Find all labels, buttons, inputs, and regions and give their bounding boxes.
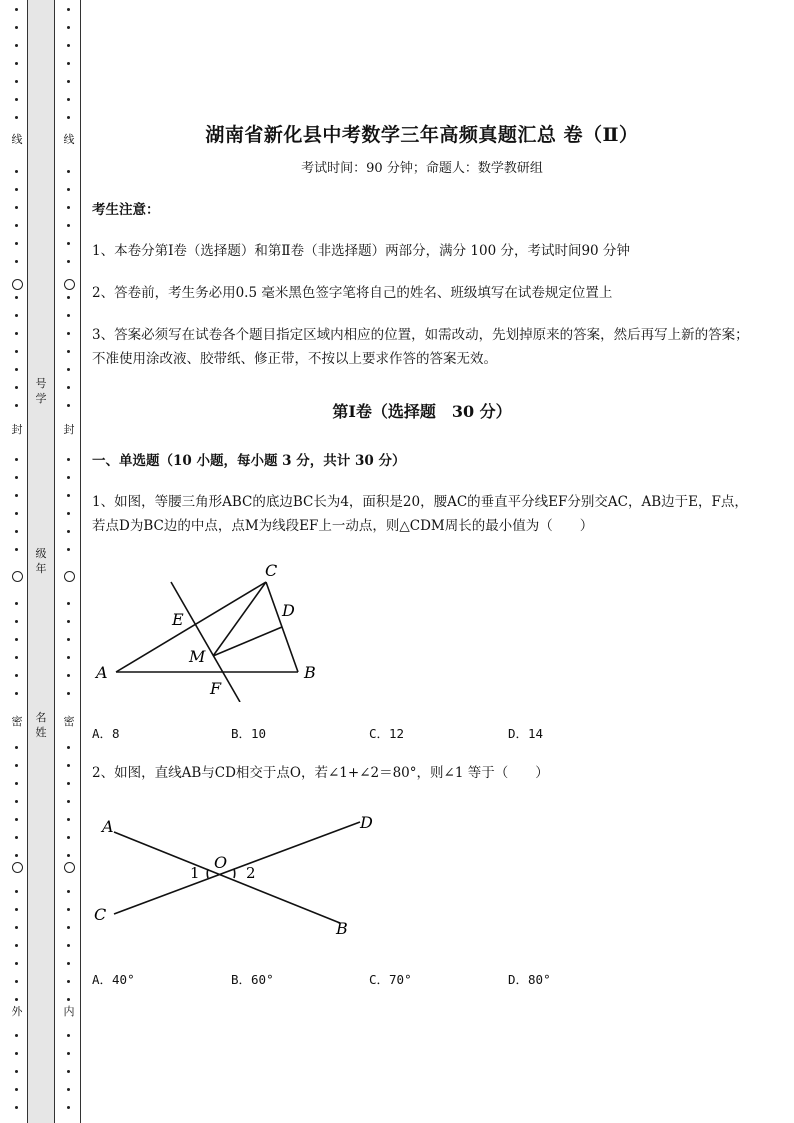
cut-line-dot [15,1052,18,1055]
cut-line-dot [15,656,18,659]
cut-line-dot [15,62,18,65]
cut-line-dot [15,764,18,767]
cut-line-dot [15,1070,18,1073]
q1-option-b[interactable]: B．10 [231,726,267,741]
exam-subtitle: 考试时间：90 分钟；命题人：数学教研组 [301,161,543,176]
cut-line-dot [67,1088,70,1091]
cut-line-dot [67,368,70,371]
cut-line-dot [67,890,70,893]
cut-line-dot [67,782,70,785]
question-2-figure [92,806,392,942]
cut-line-dot [15,800,18,803]
angle-2-label: 2 [246,864,256,882]
right-margin-label: 密 [63,715,75,728]
cut-line-dot [67,296,70,299]
angle-1-arc [207,869,208,878]
cut-line-dot [15,602,18,605]
cut-line-dot [67,674,70,677]
cut-line-dot [15,98,18,101]
angle-1-label: 1 [190,864,200,882]
question-1-text: 1、如图，等腰三角形ABC的底边BC长为4，面积是20，腰AC的垂直平分线EF分别交AC，AB边于E，F点，若点D为BC边的中点，点M为线段EF上一动点，则△CDM周长的最小值为（ ） [92,494,748,534]
cut-line-dot [67,656,70,659]
grade-label: 级 年 [35,547,47,575]
cut-line-dot [67,476,70,479]
student-info-band [27,0,55,1123]
point-label-o: O [214,853,228,872]
question-1-figure [92,556,332,702]
cut-line-dot [15,44,18,47]
cut-line-dot [15,854,18,857]
cut-line-dot [67,746,70,749]
cut-line-dot [67,224,70,227]
q2-option-a[interactable]: A．40° [92,972,135,987]
cut-line-dot [67,98,70,101]
right-margin-label: 内 [63,1005,75,1018]
point-label-a: A [102,817,114,836]
left-circle-mark [12,862,23,873]
line-ab [114,832,340,923]
q1-option-d[interactable]: D．14 [508,726,544,741]
cut-line-dot [67,188,70,191]
cut-line-dot [15,188,18,191]
cut-line-dot [15,206,18,209]
cut-line-dot [67,44,70,47]
cut-line-dot [15,674,18,677]
point-label-f: F [210,679,222,698]
cut-line-dot [15,494,18,497]
cut-line-dot [67,242,70,245]
cut-line-dot [15,242,18,245]
cut-line-dot [67,512,70,515]
right-margin-label: 封 [63,423,75,436]
right-margin-label: 线 [63,133,75,146]
section-title: 第Ⅰ卷（选择题 30 分） [332,402,512,421]
cut-line-dot [15,836,18,839]
cut-line-dot [67,980,70,983]
cut-line-dot [67,908,70,911]
cut-line-dot [67,170,70,173]
cut-line-dot [67,62,70,65]
left-margin-label: 外 [11,1005,23,1018]
cut-line-dot [67,260,70,263]
cut-line-dot [15,476,18,479]
cut-line-dot [15,368,18,371]
cut-line-dot [15,386,18,389]
cut-line-dot [15,8,18,11]
cut-line-dot [15,998,18,1001]
cut-line-dot [67,764,70,767]
point-label-a: A [96,663,108,682]
cut-line-dot [67,602,70,605]
cut-line-dot [15,1106,18,1109]
cut-line-dot [15,782,18,785]
cut-line-dot [15,296,18,299]
part-heading: 一、单选题（10 小题，每小题 3 分，共计 30 分） [92,453,406,469]
student-id-label: 号 学 [35,377,47,405]
notes-heading: 考生注意： [92,202,160,218]
binding-margin [0,0,82,1123]
point-label-c: C [94,905,107,924]
right-circle-mark [64,571,75,582]
cut-line-dot [15,908,18,911]
cut-line-dot [67,800,70,803]
cut-line-dot [15,692,18,695]
cut-line-dot [67,818,70,821]
point-label-e: E [172,610,184,629]
cut-line-dot [15,260,18,263]
q2-option-c[interactable]: C．70° [369,972,412,987]
cut-line-dot [67,314,70,317]
cut-line-dot [67,80,70,83]
cut-line-dot [67,692,70,695]
q2-option-d[interactable]: D．80° [508,972,551,987]
cut-line-dot [67,854,70,857]
cut-line-dot [15,926,18,929]
q1-option-c[interactable]: C．12 [369,726,405,741]
cut-line-dot [15,746,18,749]
cut-line-dot [67,548,70,551]
cut-line-dot [67,206,70,209]
cut-line-dot [67,998,70,1001]
cut-line-dot [67,116,70,119]
cut-line-dot [15,638,18,641]
line-cd [114,822,360,914]
point-label-d: D [360,813,373,832]
cut-line-dot [15,512,18,515]
cut-line-dot [15,962,18,965]
angle-2-arc [234,869,235,878]
note-item: 1、本卷分第Ⅰ卷（选择题）和第Ⅱ卷（非选择题）两部分，满分 100 分，考试时间90 分钟 [92,243,630,259]
point-label-d: D [282,601,295,620]
cut-line-dot [15,26,18,29]
note-item: 2、答卷前，考生务必用0.5 毫米黑色签字笔将自己的姓名、班级填写在试卷规定位置上 [92,285,613,301]
cut-line-dot [67,1052,70,1055]
cut-line-dot [15,818,18,821]
cut-line-dot [67,944,70,947]
cut-line-dot [15,530,18,533]
cut-line-dot [15,224,18,227]
cut-line-dot [67,350,70,353]
cut-line-dot [67,638,70,641]
left-dotted-cut-line [10,0,24,1123]
cut-line-dot [67,332,70,335]
cut-line-dot [67,962,70,965]
cut-line-dot [67,386,70,389]
cut-line-dot [15,1088,18,1091]
line-ef [171,582,240,702]
cut-line-dot [15,458,18,461]
cut-line-dot [15,1034,18,1037]
cut-line-dot [67,530,70,533]
cut-line-dot [67,1106,70,1109]
cut-line-dot [15,404,18,407]
point-label-c: C [265,561,278,580]
left-margin-label: 线 [11,133,23,146]
left-circle-mark [12,279,23,290]
cut-line-dot [15,80,18,83]
question-2-text: 2、如图，直线AB与CD相交于点O，若∠1+∠2＝80°，则∠1 等于（ ） [92,765,549,781]
left-margin-label: 密 [11,715,23,728]
left-circle-mark [12,571,23,582]
cut-line-dot [67,1070,70,1073]
cut-line-dot [67,404,70,407]
cut-line-dot [67,458,70,461]
cut-line-dot [15,350,18,353]
cut-line-dot [67,8,70,11]
cut-line-dot [15,620,18,623]
cut-line-dot [15,332,18,335]
cut-line-dot [15,314,18,317]
cut-line-dot [15,170,18,173]
left-margin-label: 封 [11,423,23,436]
name-label: 名 姓 [35,711,47,739]
cut-line-dot [67,836,70,839]
note-item: 3、答案必须写在试卷各个题目指定区域内相应的位置，如需改动，先划掉原来的答案，然后再写上新的答案；不准使用涂改液、胶带纸、修正带，不按以上要求作答的答案无效。 [92,327,749,367]
cut-line-dot [15,890,18,893]
right-circle-mark [64,862,75,873]
right-dotted-cut-line [62,0,76,1123]
point-label-b: B [336,919,348,938]
q2-option-b[interactable]: B．60° [231,972,274,987]
cut-line-dot [67,926,70,929]
point-label-m: M [189,647,206,666]
margin-rule-line [80,0,81,1123]
cut-line-dot [15,980,18,983]
cut-line-dot [67,494,70,497]
q1-option-a[interactable]: A．8 [92,726,120,741]
right-circle-mark [64,279,75,290]
cut-line-dot [67,620,70,623]
cut-line-dot [67,1034,70,1037]
point-label-b: B [304,663,316,682]
cut-line-dot [15,548,18,551]
cut-line-dot [15,944,18,947]
cut-line-dot [15,116,18,119]
cut-line-dot [67,26,70,29]
page-title: 湖南省新化县中考数学三年高频真题汇总 卷（Ⅱ） [205,124,639,146]
